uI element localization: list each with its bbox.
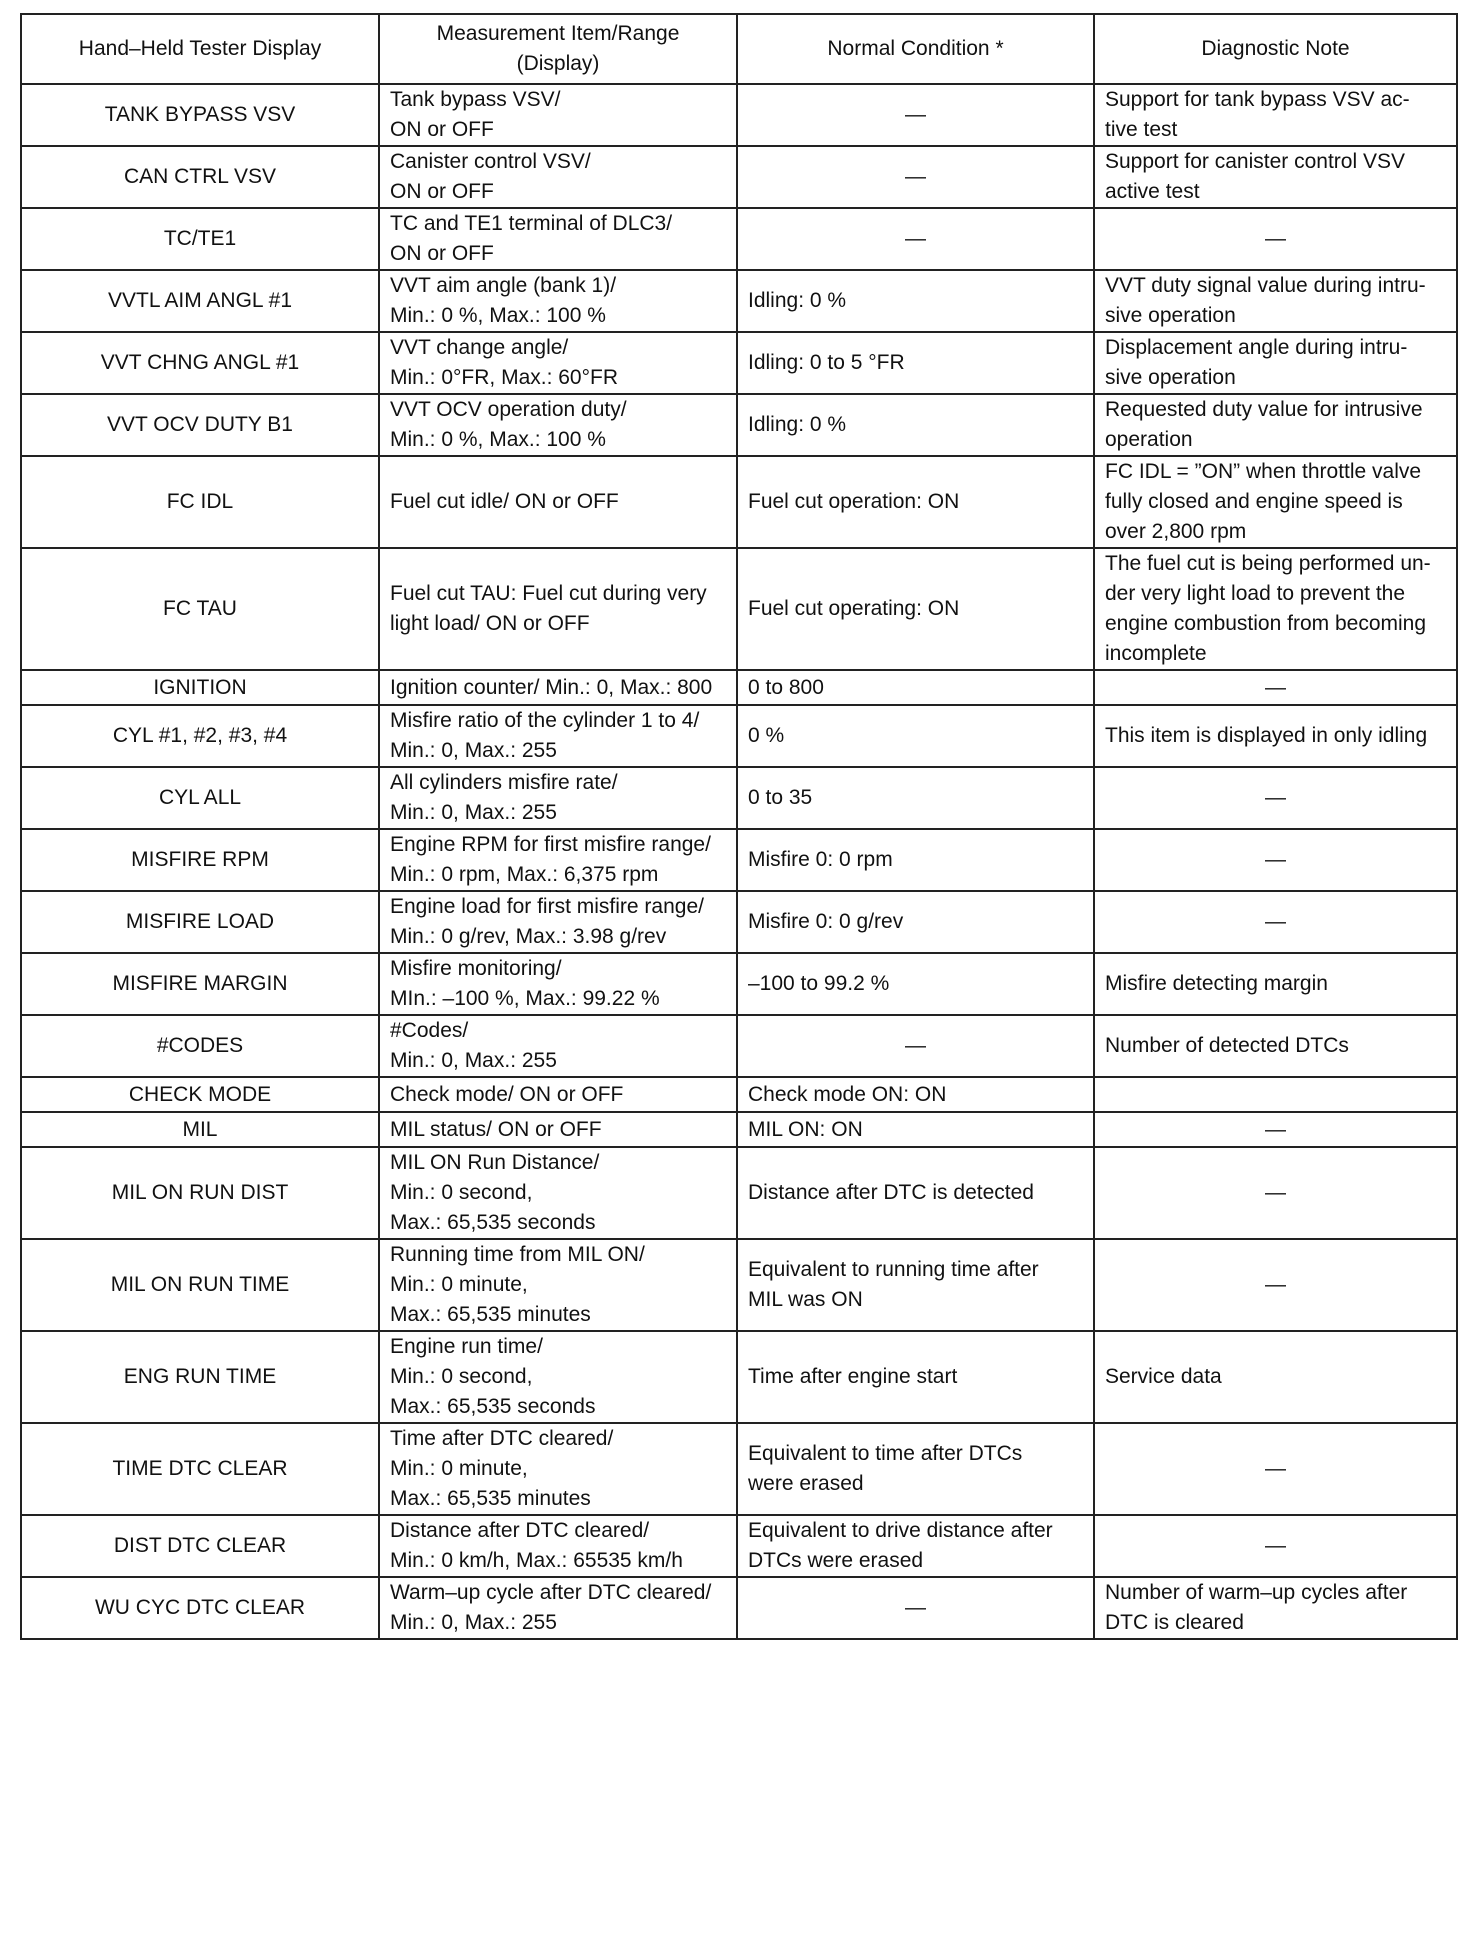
cell-display: CYL ALL	[21, 767, 379, 829]
cell-normal-condition: 0 to 800	[737, 670, 1094, 705]
table-row	[21, 670, 1457, 705]
cell-normal-condition: Misfire 0: 0 rpm	[737, 829, 1094, 891]
cell-normal-condition: Distance after DTC is detected	[737, 1147, 1094, 1239]
cell-range: Fuel cut idle/ ON or OFF	[379, 456, 737, 548]
cell-display: CAN CTRL VSV	[21, 146, 379, 208]
cell-display: MISFIRE MARGIN	[21, 953, 379, 1015]
header-note: Diagnostic Note	[1094, 14, 1457, 84]
cell-display: ENG RUN TIME	[21, 1331, 379, 1423]
cell-diagnostic-note: —	[1094, 1147, 1457, 1239]
cell-diagnostic-note: —	[1094, 1112, 1457, 1147]
cell-diagnostic-note: The fuel cut is being performed un- der very light load to prevent the engine combustion from becoming incomplete	[1094, 548, 1457, 670]
cell-normal-condition: —	[737, 146, 1094, 208]
cell-display: IGNITION	[21, 670, 379, 705]
cell-range: Fuel cut TAU: Fuel cut during very light load/ ON or OFF	[379, 548, 737, 670]
cell-range: VVT OCV operation duty/ Min.: 0 %, Max.: 100 %	[379, 394, 737, 456]
table-row	[21, 270, 1457, 332]
cell-normal-condition: Idling: 0 %	[737, 270, 1094, 332]
table-row	[21, 84, 1457, 146]
cell-range: Warm–up cycle after DTC cleared/ Min.: 0, Max.: 255	[379, 1577, 737, 1639]
cell-normal-condition: —	[737, 1015, 1094, 1077]
cell-display: FC TAU	[21, 548, 379, 670]
table-row	[21, 1423, 1457, 1515]
cell-diagnostic-note: —	[1094, 891, 1457, 953]
cell-display: VVT CHNG ANGL #1	[21, 332, 379, 394]
cell-display: MIL	[21, 1112, 379, 1147]
header-display: Hand–Held Tester Display	[21, 14, 379, 84]
cell-diagnostic-note: Service data	[1094, 1331, 1457, 1423]
cell-diagnostic-note: —	[1094, 1423, 1457, 1515]
cell-normal-condition: Misfire 0: 0 g/rev	[737, 891, 1094, 953]
cell-normal-condition: 0 to 35	[737, 767, 1094, 829]
cell-range: VVT change angle/ Min.: 0°FR, Max.: 60°FR	[379, 332, 737, 394]
cell-display: WU CYC DTC CLEAR	[21, 1577, 379, 1639]
cell-diagnostic-note: VVT duty signal value during intru- sive operation	[1094, 270, 1457, 332]
cell-range: Running time from MIL ON/ Min.: 0 minute, Max.: 65,535 minutes	[379, 1239, 737, 1331]
cell-range: MIL ON Run Distance/ Min.: 0 second, Max.: 65,535 seconds	[379, 1147, 737, 1239]
header-range: Measurement Item/Range (Display)	[379, 14, 737, 84]
table-row	[21, 767, 1457, 829]
cell-diagnostic-note: This item is displayed in only idling	[1094, 705, 1457, 767]
table-row	[21, 1015, 1457, 1077]
cell-normal-condition: —	[737, 84, 1094, 146]
cell-diagnostic-note: Displacement angle during intru- sive operation	[1094, 332, 1457, 394]
table-body	[21, 84, 1457, 1639]
cell-display: VVTL AIM ANGL #1	[21, 270, 379, 332]
cell-range: All cylinders misfire rate/ Min.: 0, Max.: 255	[379, 767, 737, 829]
table-row	[21, 891, 1457, 953]
cell-diagnostic-note	[1094, 1077, 1457, 1112]
cell-diagnostic-note: Misfire detecting margin	[1094, 953, 1457, 1015]
cell-range: Engine load for first misfire range/ Min.: 0 g/rev, Max.: 3.98 g/rev	[379, 891, 737, 953]
header-normal: Normal Condition *	[737, 14, 1094, 84]
cell-range: #Codes/ Min.: 0, Max.: 255	[379, 1015, 737, 1077]
cell-display: TC/TE1	[21, 208, 379, 270]
cell-normal-condition: MIL ON: ON	[737, 1112, 1094, 1147]
cell-display: CYL #1, #2, #3, #4	[21, 705, 379, 767]
cell-display: MIL ON RUN DIST	[21, 1147, 379, 1239]
cell-normal-condition: Equivalent to running time after MIL was ON	[737, 1239, 1094, 1331]
cell-range: Tank bypass VSV/ ON or OFF	[379, 84, 737, 146]
cell-normal-condition: Equivalent to drive distance after DTCs were erased	[737, 1515, 1094, 1577]
table-row	[21, 829, 1457, 891]
cell-display: TIME DTC CLEAR	[21, 1423, 379, 1515]
cell-diagnostic-note: —	[1094, 1515, 1457, 1577]
cell-range: Misfire ratio of the cylinder 1 to 4/ Min.: 0, Max.: 255	[379, 705, 737, 767]
table-row	[21, 1147, 1457, 1239]
table-row	[21, 1077, 1457, 1112]
cell-range: Check mode/ ON or OFF	[379, 1077, 737, 1112]
table-row	[21, 208, 1457, 270]
cell-display: CHECK MODE	[21, 1077, 379, 1112]
cell-range: TC and TE1 terminal of DLC3/ ON or OFF	[379, 208, 737, 270]
cell-normal-condition: Check mode ON: ON	[737, 1077, 1094, 1112]
tester-data-table	[20, 13, 1458, 1640]
table-row	[21, 1577, 1457, 1639]
cell-diagnostic-note: Requested duty value for intrusive operation	[1094, 394, 1457, 456]
cell-normal-condition: 0 %	[737, 705, 1094, 767]
table-header-row	[21, 14, 1457, 84]
cell-display: FC IDL	[21, 456, 379, 548]
cell-range: Ignition counter/ Min.: 0, Max.: 800	[379, 670, 737, 705]
cell-normal-condition: Fuel cut operation: ON	[737, 456, 1094, 548]
cell-range: Time after DTC cleared/ Min.: 0 minute, Max.: 65,535 minutes	[379, 1423, 737, 1515]
cell-normal-condition: –100 to 99.2 %	[737, 953, 1094, 1015]
cell-normal-condition: —	[737, 208, 1094, 270]
cell-normal-condition: Equivalent to time after DTCs were erased	[737, 1423, 1094, 1515]
cell-normal-condition: —	[737, 1577, 1094, 1639]
table-row	[21, 548, 1457, 670]
table-row	[21, 705, 1457, 767]
cell-diagnostic-note: Support for canister control VSV active test	[1094, 146, 1457, 208]
cell-normal-condition: Idling: 0 to 5 °FR	[737, 332, 1094, 394]
cell-normal-condition: Fuel cut operating: ON	[737, 548, 1094, 670]
table-row	[21, 394, 1457, 456]
cell-range: Distance after DTC cleared/ Min.: 0 km/h, Max.: 65535 km/h	[379, 1515, 737, 1577]
cell-diagnostic-note: Support for tank bypass VSV ac- tive test	[1094, 84, 1457, 146]
table-row	[21, 456, 1457, 548]
cell-range: Canister control VSV/ ON or OFF	[379, 146, 737, 208]
cell-range: MIL status/ ON or OFF	[379, 1112, 737, 1147]
table-row	[21, 1112, 1457, 1147]
cell-display: MISFIRE LOAD	[21, 891, 379, 953]
cell-display: TANK BYPASS VSV	[21, 84, 379, 146]
cell-diagnostic-note: —	[1094, 208, 1457, 270]
cell-display: MISFIRE RPM	[21, 829, 379, 891]
cell-range: Engine run time/ Min.: 0 second, Max.: 65,535 seconds	[379, 1331, 737, 1423]
cell-display: MIL ON RUN TIME	[21, 1239, 379, 1331]
cell-range: Engine RPM for first misfire range/ Min.: 0 rpm, Max.: 6,375 rpm	[379, 829, 737, 891]
cell-diagnostic-note: —	[1094, 829, 1457, 891]
cell-diagnostic-note: —	[1094, 1239, 1457, 1331]
table-row	[21, 1515, 1457, 1577]
cell-range: Misfire monitoring/ MIn.: –100 %, Max.: 99.22 %	[379, 953, 737, 1015]
table-row	[21, 1331, 1457, 1423]
table-row	[21, 1239, 1457, 1331]
cell-diagnostic-note: —	[1094, 767, 1457, 829]
table-row	[21, 953, 1457, 1015]
cell-diagnostic-note: Number of warm–up cycles after DTC is cleared	[1094, 1577, 1457, 1639]
cell-diagnostic-note: —	[1094, 670, 1457, 705]
cell-display: DIST DTC CLEAR	[21, 1515, 379, 1577]
cell-range: VVT aim angle (bank 1)/ Min.: 0 %, Max.: 100 %	[379, 270, 737, 332]
cell-diagnostic-note: FC IDL = ”ON” when throttle valve fully closed and engine speed is over 2,800 rpm	[1094, 456, 1457, 548]
cell-display: #CODES	[21, 1015, 379, 1077]
table-row	[21, 332, 1457, 394]
cell-normal-condition: Time after engine start	[737, 1331, 1094, 1423]
table-row	[21, 146, 1457, 208]
cell-diagnostic-note: Number of detected DTCs	[1094, 1015, 1457, 1077]
cell-display: VVT OCV DUTY B1	[21, 394, 379, 456]
cell-normal-condition: Idling: 0 %	[737, 394, 1094, 456]
